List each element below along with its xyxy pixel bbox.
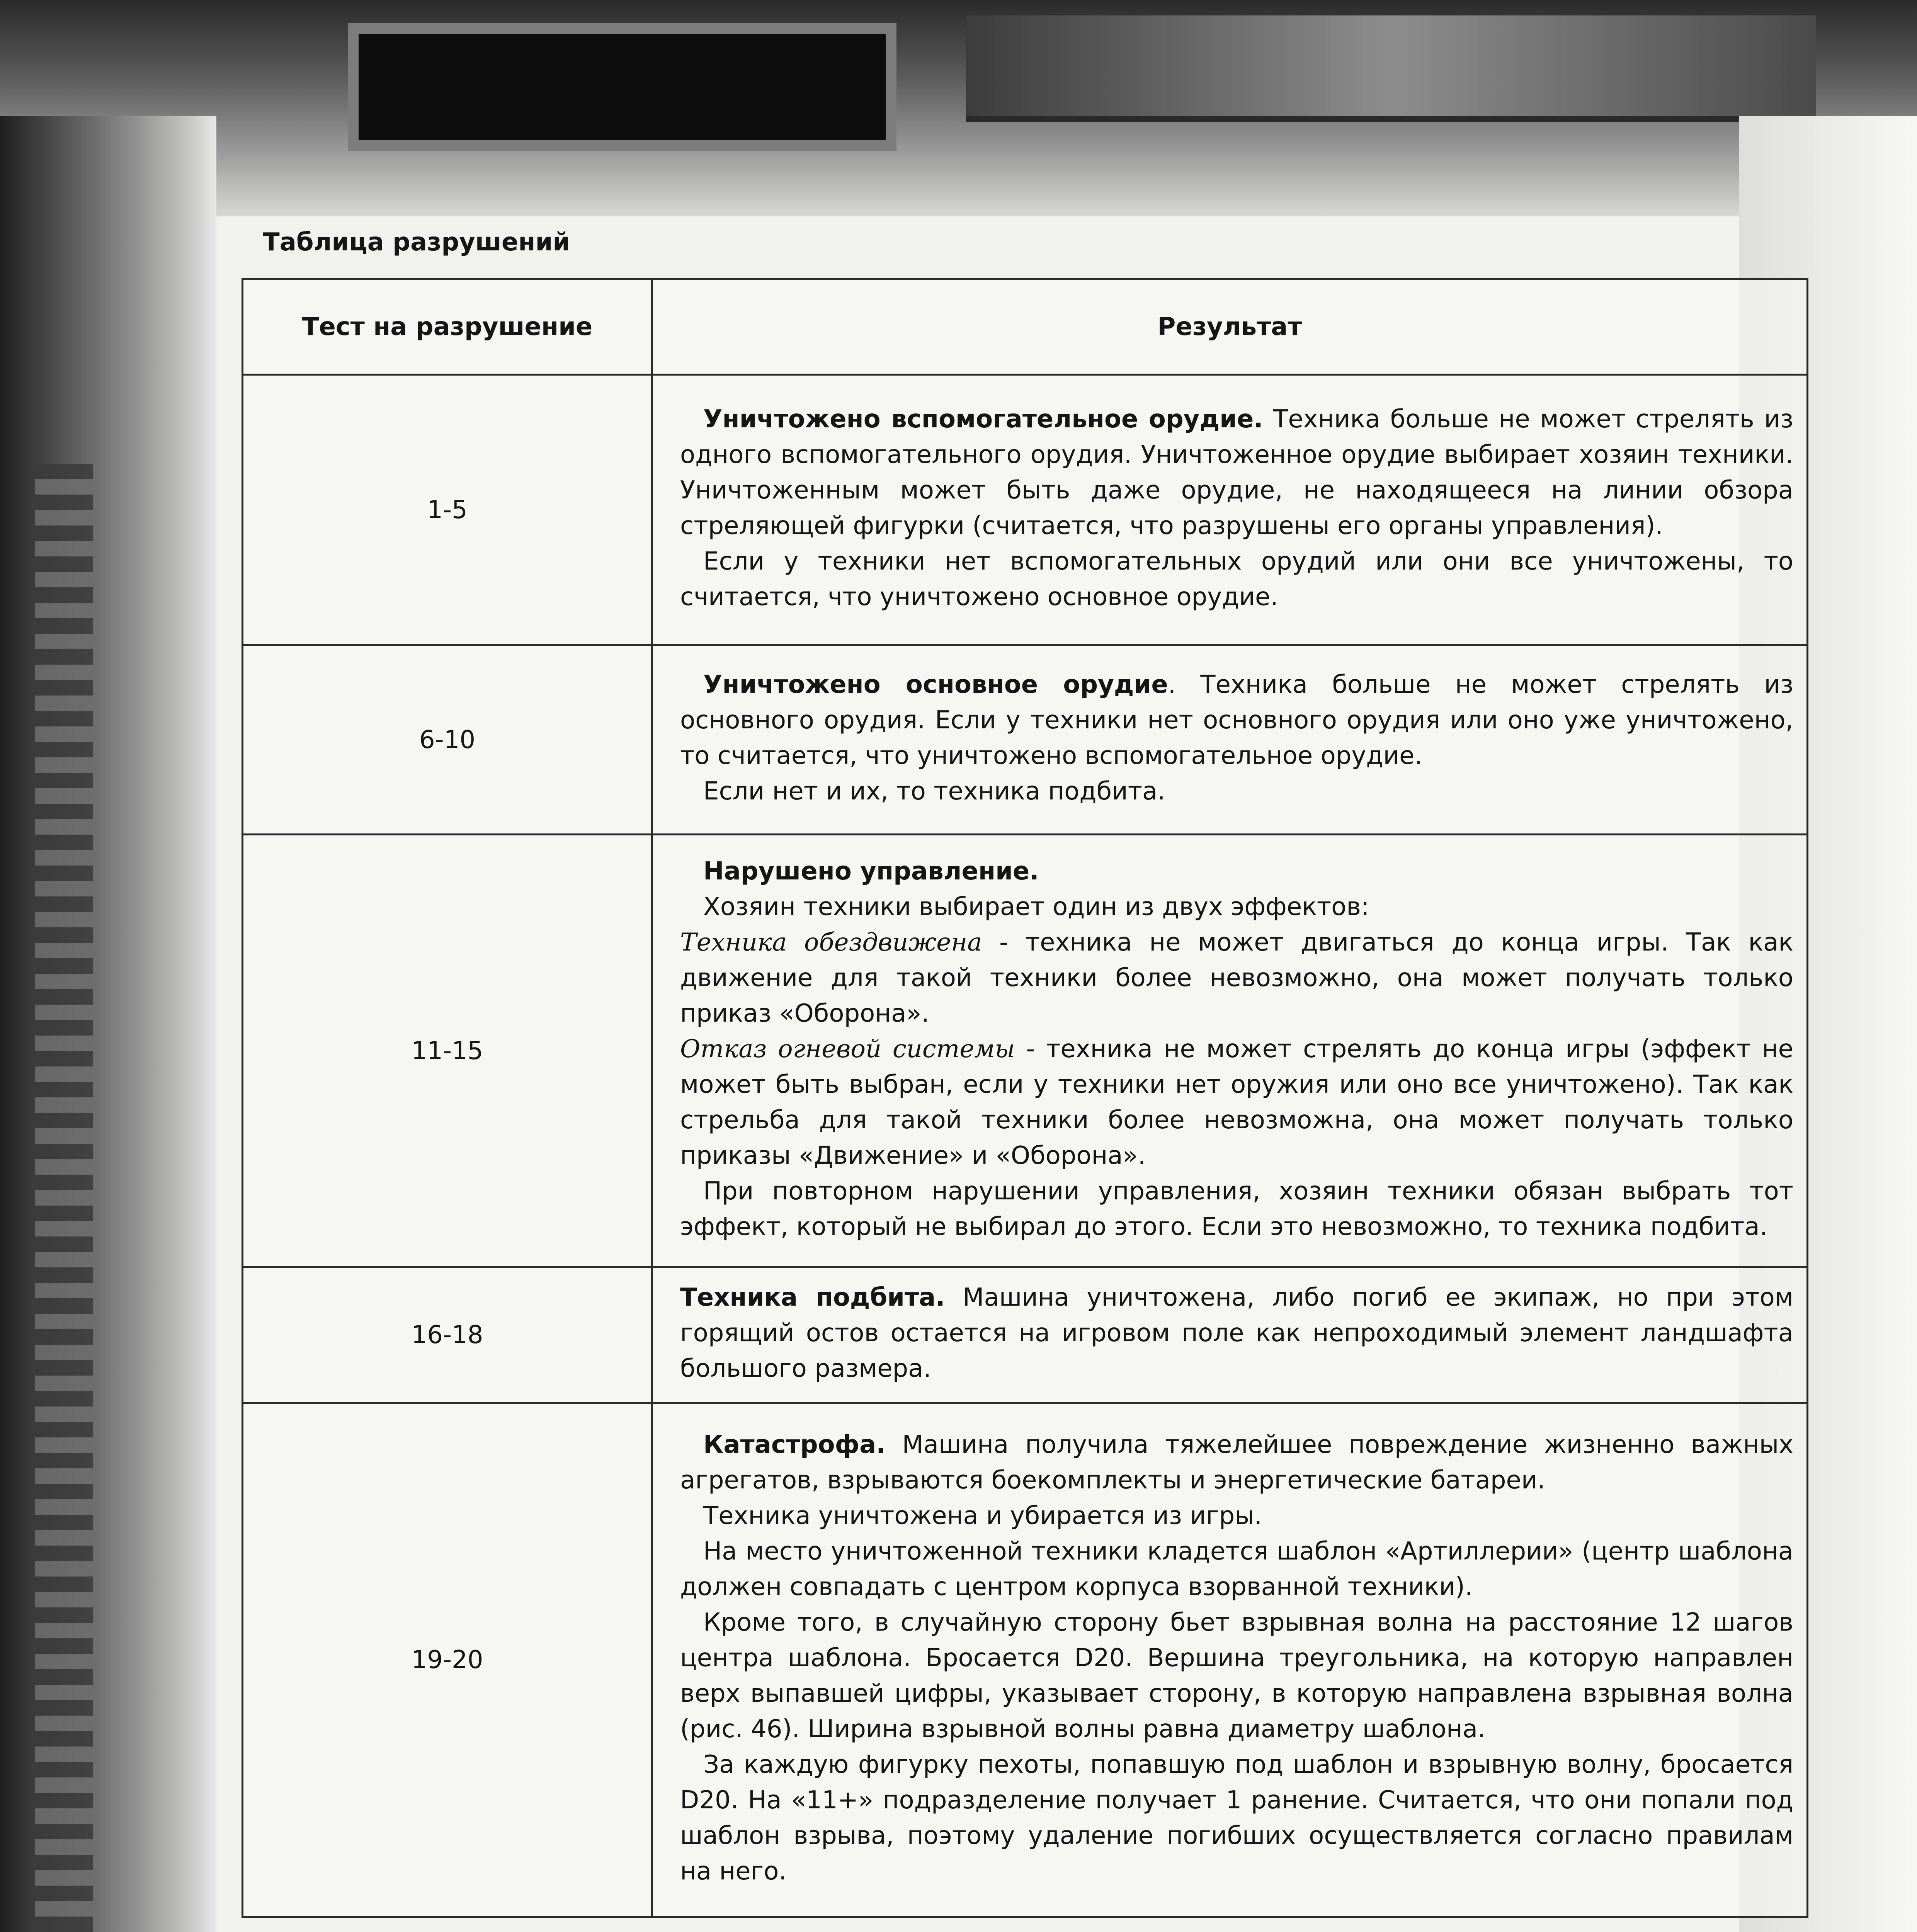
result-cell (652, 375, 1808, 645)
roll-range: 1-5 (243, 375, 652, 645)
table-title: Таблица разрушений (263, 228, 570, 257)
result-paragraph: Если у техники нет вспомогательных орудий или они все уничтожены, то считается, что уничтожено основное орудие. (680, 547, 1793, 611)
roll-range: 11-15 (243, 835, 652, 1267)
destruction-table (242, 278, 1808, 1918)
table-row (243, 375, 1808, 645)
result-paragraph: Кроме того, в случайную сторону бьет взрывная волна на расстояние 12 шагов центра шаблона. Бросается D20. Вершина треугольника, на которую направлен верх выпавшей цифры, указывает сторону, в которую направлена взрывная волна (рис. 46). Ширина взрывной волны равна диаметру шаблона. (680, 1608, 1793, 1743)
result-paragraph: За каждую фигурку пехоты, попавшую под шаблон и взрывную волну, бросается D20. На «11+» подразделение получает 1 ранение. Считается, что они попали под шаблон взрыва, поэтому удаление погибших осуществляется согласно правилам на него. (680, 1750, 1793, 1886)
table-row (243, 645, 1808, 835)
result-paragraph (680, 667, 1793, 774)
effect-paragraph (680, 1031, 1793, 1173)
effect-text: - техника не может двигаться до конца игры. Так как движение для такой техники более невозможно, она может получать только приказ «Оборона». (680, 928, 1794, 1028)
result-paragraph (680, 1427, 1793, 1498)
effect-title: Отказ огневой системы (680, 1034, 1015, 1063)
table-row (243, 835, 1808, 1267)
result-paragraph (680, 401, 1793, 544)
effect-text: - техника не может стрелять до конца игры (эффект не может быть выбран, если у техники нет оружия или оно все уничтожено). Так как стрельба для такой техники более невозможна, она может получать только приказы «Движение» и «Оборона». (680, 1034, 1794, 1170)
result-text: Машина уничтожена, либо погиб ее экипаж, но при этом горящий остов остается на игровом поле как непроходимый элемент ландшафта большого размера. (680, 1283, 1794, 1383)
table-row (243, 1267, 1808, 1403)
result-paragraph: Хозяин техники выбирает один из двух эффектов: (703, 892, 1369, 921)
result-text: . Техника больше не может стрелять из основного орудия. Если у техники нет основного орудия или оно уже уничтожено, то считается, что уничтожено вспомогательное орудие. (680, 670, 1794, 770)
header-test: Тест на разрушение (243, 279, 652, 375)
result-title: Уничтожено основное орудие (703, 670, 1168, 699)
effect-title: Техника обездвижена (680, 928, 982, 957)
header-result: Результат (652, 279, 1808, 375)
result-title: Нарушено управление. (703, 857, 1039, 886)
table-header-row (243, 279, 1808, 375)
result-paragraph: Если нет и их, то техника подбита. (703, 777, 1165, 806)
roll-range: 16-18 (243, 1267, 652, 1403)
result-paragraph: Техника уничтожена и убирается из игры. (703, 1501, 1262, 1530)
result-paragraph: На место уничтоженной техники кладется шаблон «Артиллерии» (центр шаблона должен совпадать с центром корпуса взорванной техники). (680, 1537, 1793, 1601)
result-cell (652, 1267, 1808, 1403)
result-paragraph (680, 1280, 1793, 1386)
result-cell (652, 645, 1808, 835)
result-paragraph: При повторном нарушении управления, хозяин техники обязан выбрать тот эффект, который не выбирал до этого. Если это невозможно, то техника подбита. (680, 1177, 1793, 1241)
result-cell (652, 1403, 1808, 1917)
table-row (243, 1403, 1808, 1917)
roll-range: 19-20 (243, 1403, 652, 1917)
effect-paragraph (680, 925, 1793, 1031)
result-cell (652, 835, 1808, 1267)
roll-range: 6-10 (243, 645, 652, 835)
result-text: Машина получила тяжелейшее повреждение жизненно важных агрегатов, взрываются боекомплекты и энергетические батареи. (680, 1430, 1793, 1495)
result-title: Уничтожено вспомогательное орудие. (703, 405, 1263, 434)
result-title: Катастрофа. (703, 1430, 886, 1459)
result-text: Техника больше не может стрелять из одного вспомогательного орудия. Уничтоженное орудие выбирает хозяин техники. Уничтоженным может быть даже орудие, не находящееся на линии обзора стреляющей фигурки (считается, что разрушены его органы управления). (680, 405, 1794, 540)
result-title: Техника подбита. (680, 1283, 945, 1312)
